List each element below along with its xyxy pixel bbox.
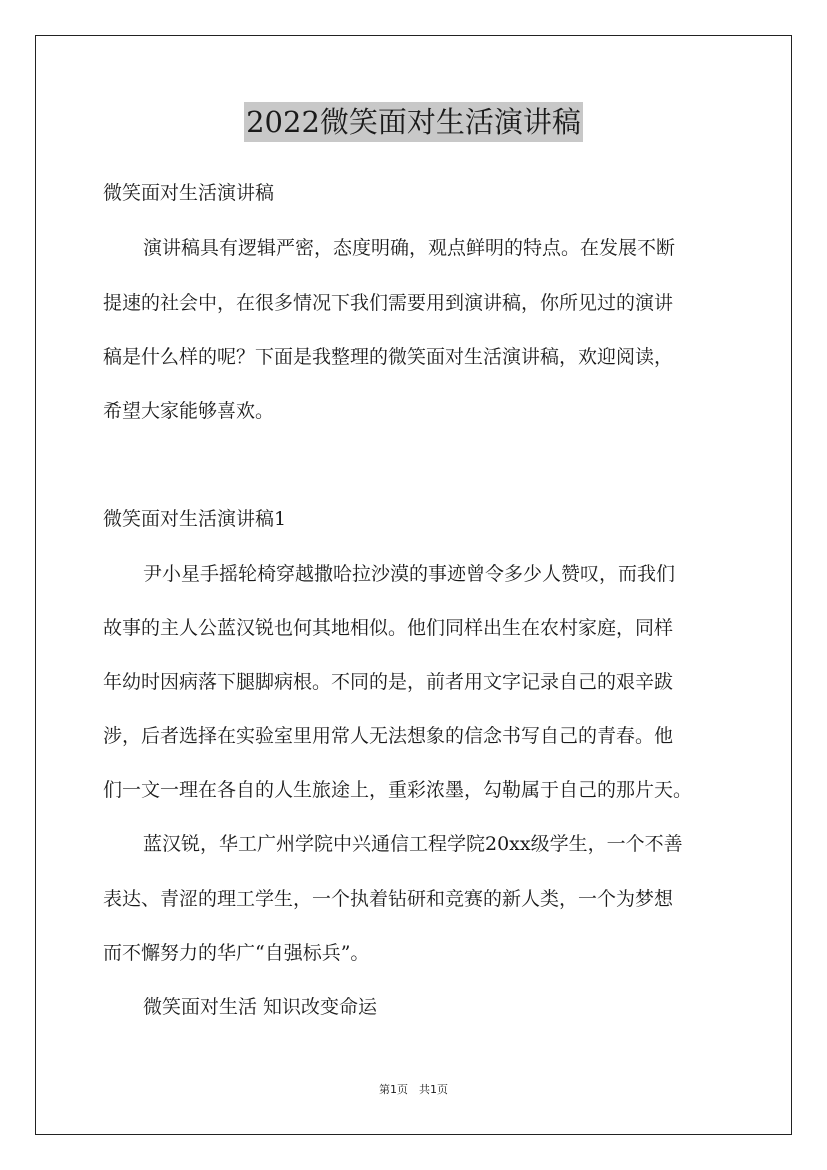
- paragraph-line: 而不懈努力的华广“自强标兵”。: [103, 942, 370, 964]
- section-heading: 微笑面对生活演讲稿1: [103, 508, 287, 530]
- intro-line: 希望大家能够喜欢。: [103, 400, 275, 422]
- paragraph-line: 故事的主人公蓝汉锐也何其地相似。他们同样出生在农村家庭，同样: [103, 617, 674, 639]
- page-number: 第1页 共1页: [379, 1083, 448, 1096]
- paragraph-line: 蓝汉锐，华工广州学院中兴通信工程学院20xx级学生，一个不善: [143, 833, 683, 855]
- paragraph-line: 涉，后者选择在实验室里用常人无法想象的信念书写自己的青春。他: [103, 725, 674, 747]
- document-subtitle: 微笑面对生活演讲稿: [103, 182, 275, 204]
- paragraph-line: 表达、青涩的理工学生，一个执着钻研和竞赛的新人类，一个为梦想: [103, 888, 674, 910]
- paragraph-line: 尹小星手摇轮椅穿越撒哈拉沙漠的事迹曾令多少人赞叹，而我们: [143, 563, 676, 585]
- intro-line: 稿是什么样的呢？下面是我整理的微笑面对生活演讲稿，欢迎阅读，: [103, 346, 674, 368]
- intro-line: 提速的社会中，在很多情况下我们需要用到演讲稿，你所见过的演讲: [103, 292, 674, 314]
- intro-line: 演讲稿具有逻辑严密，态度明确，观点鲜明的特点。在发展不断: [143, 237, 676, 259]
- title-container: [0, 102, 827, 142]
- paragraph-line: 年幼时因病落下腿脚病根。不同的是，前者用文字记录自己的艰辛跋: [103, 671, 674, 693]
- document-title: 2022微笑面对生活演讲稿: [244, 102, 583, 142]
- sub-heading: 微笑面对生活 知识改变命运: [143, 996, 378, 1018]
- paragraph-line: 们一文一理在各自的人生旅途上，重彩浓墨，勾勒属于自己的那片天。: [103, 779, 693, 801]
